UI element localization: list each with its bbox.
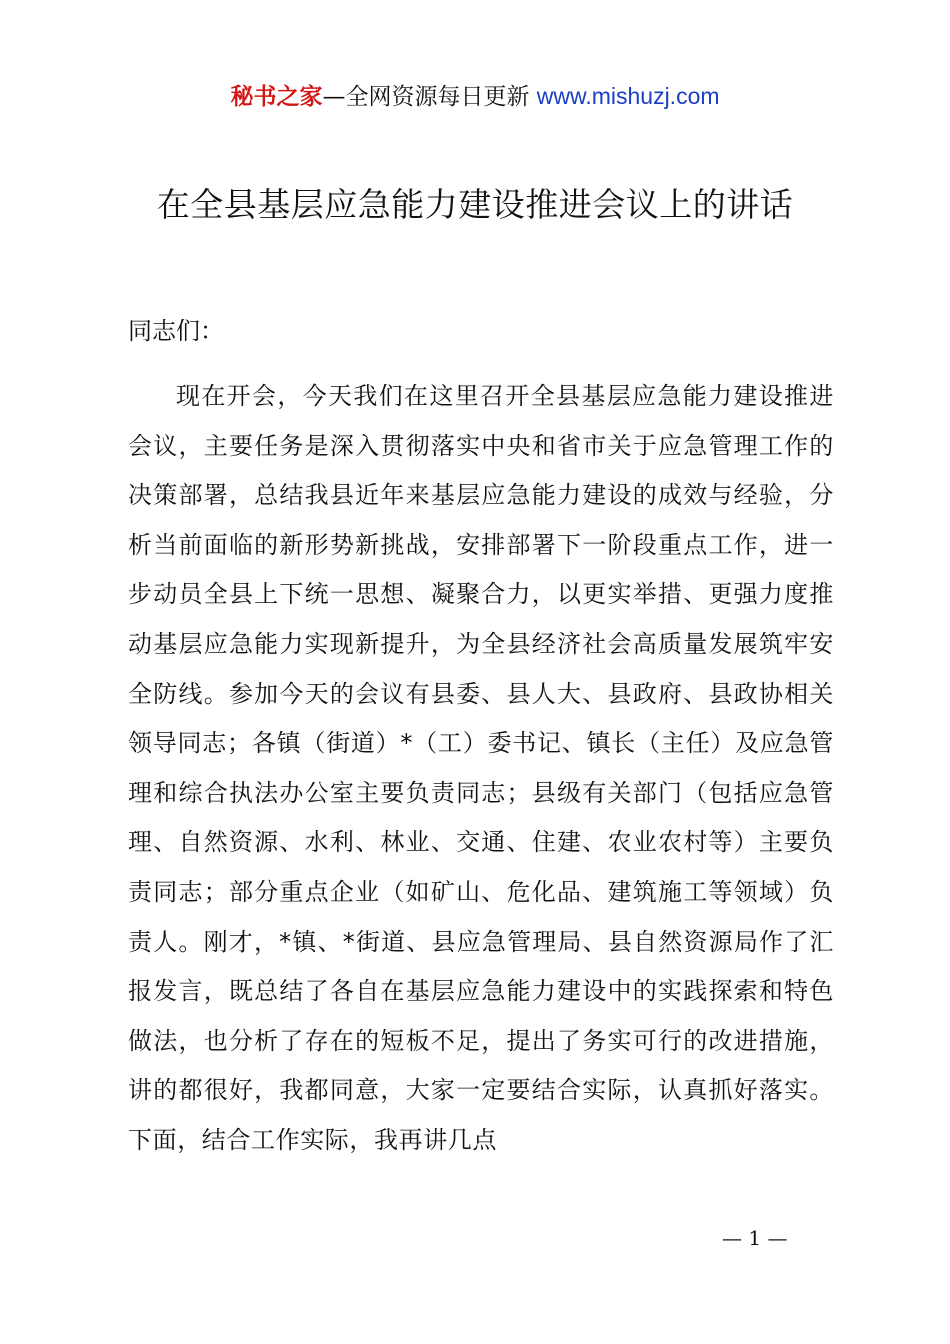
site-header [0,80,950,113]
site-url-link[interactable]: www.mishuzj.com [536,83,720,109]
body-paragraph: 现在开会，今天我们在这里召开全县基层应急能力建设推进会议，主要任务是深入贯彻落实中央和省市关于应急管理工作的决策部署，总结我县近年来基层应急能力建设的成效与经验，分析当前面临的新形势新挑战，安排部署下一阶段重点工作，进一步动员全县上下统一思想、凝聚合力，以更实举措、更强力度推动基层应急能力实现新提升，为全县经济社会高质量发展筑牢安全防线。参加今天的会议有县委、县人大、县政府、县政协相关领导同志；各镇（街道）*（工）委书记、镇长（主任）及应急管理和综合执法办公室主要负责同志；县级有关部门（包括应急管理、自然资源、水利、林业、交通、住建、农业农村等）主要负责同志；部分重点企业（如矿山、危化品、建筑施工等领域）负责人。刚才，*镇、*街道、县应急管理局、县自然资源局作了汇报发言，既总结了各自在基层应急能力建设中的实践探索和特色做法，也分析了存在的短板不足，提出了务实可行的改进措施，讲的都很好，我都同意，大家一定要结合实际，认真抓好落实。下面，结合工作实际，我再讲几点 [128,382,834,1154]
salutation: 同志们： [128,317,224,345]
site-brand: 秘书之家 [230,84,323,110]
site-tagline: —全网资源每日更新 [322,84,537,110]
page-number: — 1 — [722,1226,788,1250]
document-title: 在全县基层应急能力建设推进会议上的讲话 [156,185,794,224]
